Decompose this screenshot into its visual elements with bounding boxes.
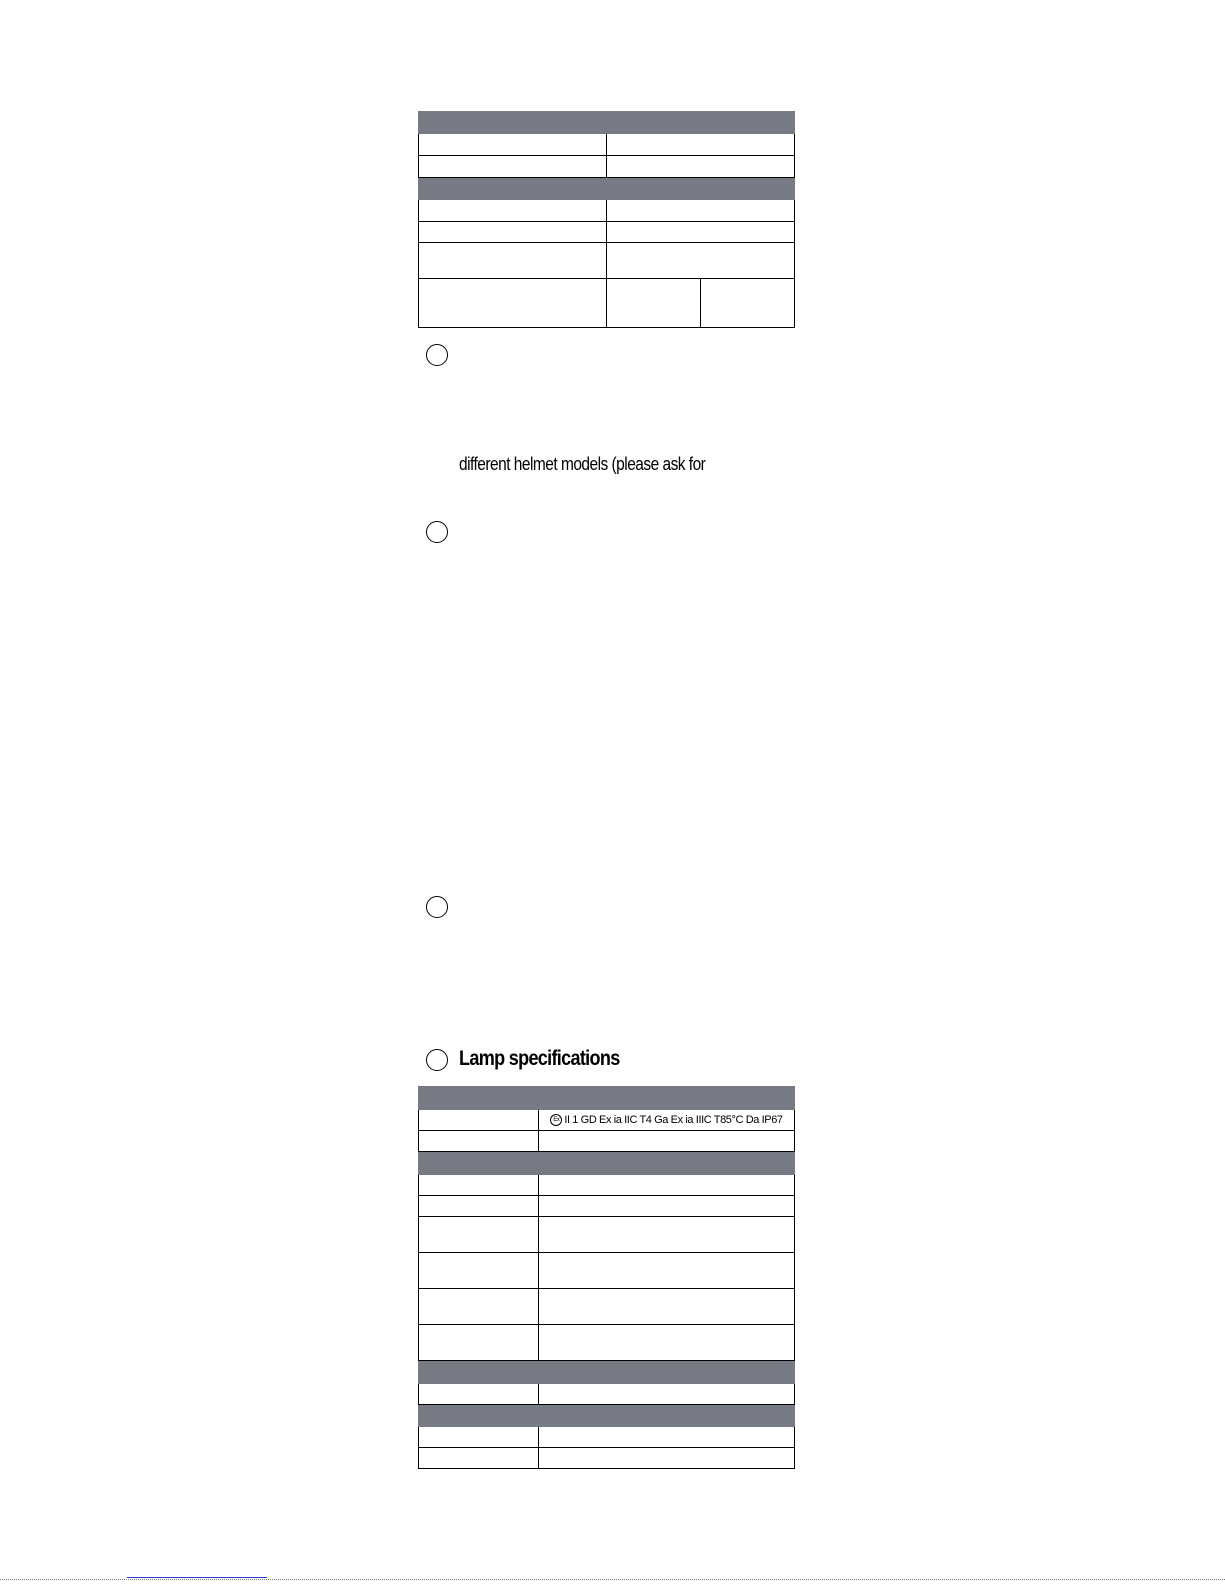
- table-row: [419, 1427, 795, 1448]
- table-header-row: [419, 1152, 795, 1175]
- section-number-circle: [426, 896, 448, 918]
- table-header-row: [419, 1361, 795, 1384]
- table-row: [419, 1448, 795, 1469]
- table-row: [419, 1289, 795, 1325]
- table-row: [419, 1110, 795, 1131]
- table-row: [419, 156, 795, 178]
- table-row: [419, 279, 795, 328]
- table-row: [419, 1384, 795, 1405]
- table-row: [419, 1253, 795, 1289]
- table-row: [419, 1325, 795, 1361]
- table-row: [419, 134, 795, 156]
- certification-text: II 1 GD Ex ia IIC T4 Ga Ex ia IIIC T85°C Da IP67: [564, 1113, 783, 1126]
- table-row: [419, 1131, 795, 1152]
- table-row: [419, 1217, 795, 1253]
- ex-hexagon-icon: Ex: [550, 1114, 562, 1126]
- table-row: [419, 1175, 795, 1196]
- body-text-line: different helmet models (please ask for: [459, 454, 706, 474]
- footer-link-underline[interactable]: [127, 1577, 267, 1578]
- table-header-row: [419, 1405, 795, 1427]
- section-number-circle: [426, 1049, 448, 1071]
- table-header-row: [419, 178, 795, 200]
- table-row: [419, 1196, 795, 1217]
- certification-cell: [539, 1110, 795, 1131]
- table-row: [419, 222, 795, 243]
- table-header-row: [419, 1087, 795, 1110]
- table-header-row: [419, 112, 795, 134]
- footer-divider: [0, 1579, 1225, 1580]
- top-spec-table: [418, 111, 795, 328]
- section-number-circle: [426, 344, 448, 366]
- table-row: [419, 243, 795, 279]
- table-row: [419, 200, 795, 222]
- lamp-spec-table: [418, 1086, 795, 1469]
- lamp-specifications-heading: Lamp specifications: [459, 1047, 620, 1070]
- section-number-circle: [426, 521, 448, 543]
